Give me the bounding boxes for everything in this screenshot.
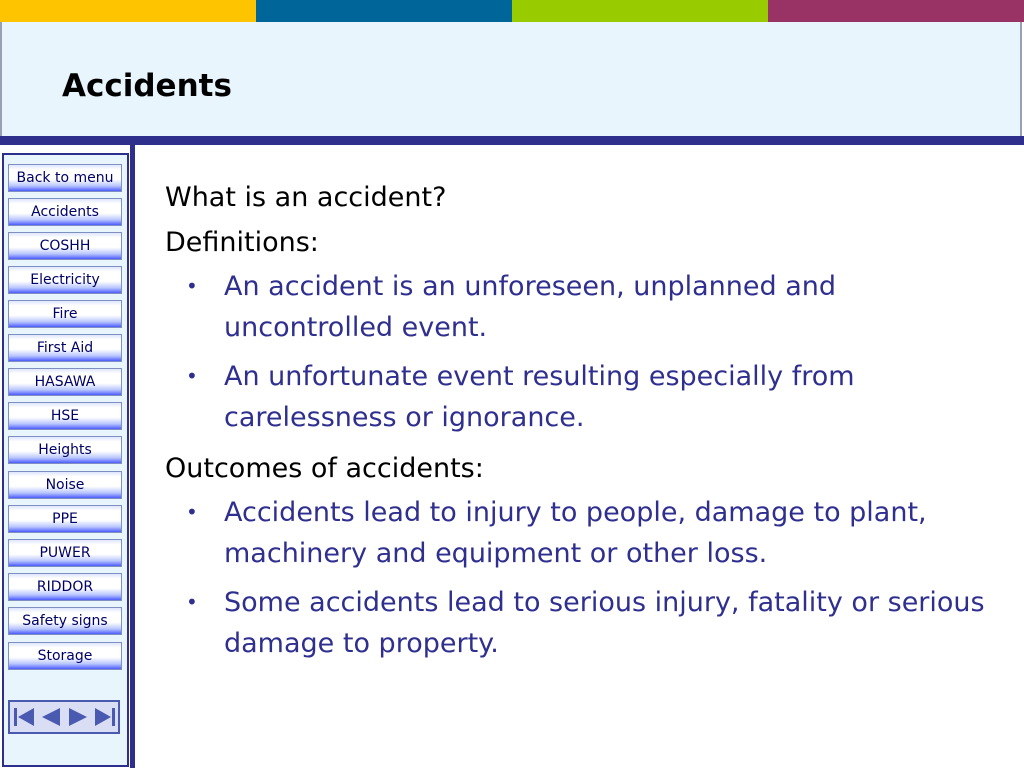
nav-item-accidents[interactable]: Accidents [8,198,122,226]
definitions-list [165,266,1005,438]
back-to-menu-button[interactable]: Back to menu [8,164,122,192]
nav-item-fire[interactable]: Fire [8,300,122,328]
page-title: Accidents [62,68,232,104]
definitions-heading: Definitions: [165,227,319,258]
bullet-icon: • [186,590,198,614]
next-icon[interactable] [66,705,90,729]
nav-item-ppe[interactable]: PPE [8,505,122,533]
nav-item-safety-signs[interactable]: Safety signs [8,607,122,635]
header-divider [0,136,1024,145]
nav-item-coshh[interactable]: COSHH [8,232,122,260]
list-item [165,582,1005,664]
color-strip [0,0,1024,22]
slide-content [165,176,1005,672]
nav-item-puwer[interactable]: PUWER [8,539,122,567]
strip-green [512,0,768,22]
strip-maroon [768,0,1024,22]
outcome-text: Some accidents lead to serious injury, fatality or serious damage to property. [224,587,985,659]
nav-item-hse[interactable]: HSE [8,402,122,430]
nav-item-storage[interactable]: Storage [8,642,122,670]
nav-item-riddor[interactable]: RIDDOR [8,573,122,601]
question-text: What is an accident? [165,182,447,213]
bullet-icon: • [186,274,198,298]
last-icon[interactable] [93,705,117,729]
nav-item-first-aid[interactable]: First Aid [8,334,122,362]
list-item [165,266,1005,348]
outcomes-heading: Outcomes of accidents: [165,453,484,484]
list-item [165,356,1005,438]
previous-icon[interactable] [39,705,63,729]
definition-text: An unfortunate event resulting especially from carelessness or ignorance. [224,361,855,433]
definition-text: An accident is an unforeseen, unplanned and uncontrolled event. [224,271,837,343]
sidebar-divider [130,145,135,768]
bullet-icon: • [186,500,198,524]
strip-yellow [0,0,256,22]
nav-item-noise[interactable]: Noise [8,471,122,499]
strip-blue [256,0,512,22]
outcome-text: Accidents lead to injury to people, damage to plant, machinery and equipment or other loss. [224,497,927,569]
bullet-icon: • [186,364,198,388]
nav-item-heights[interactable]: Heights [8,436,122,464]
first-icon[interactable] [12,705,36,729]
list-item [165,492,1005,574]
slide-navigation [8,700,120,734]
nav-item-electricity[interactable]: Electricity [8,266,122,294]
nav-item-hasawa[interactable]: HASAWA [8,368,122,396]
outcomes-list [165,492,1005,664]
